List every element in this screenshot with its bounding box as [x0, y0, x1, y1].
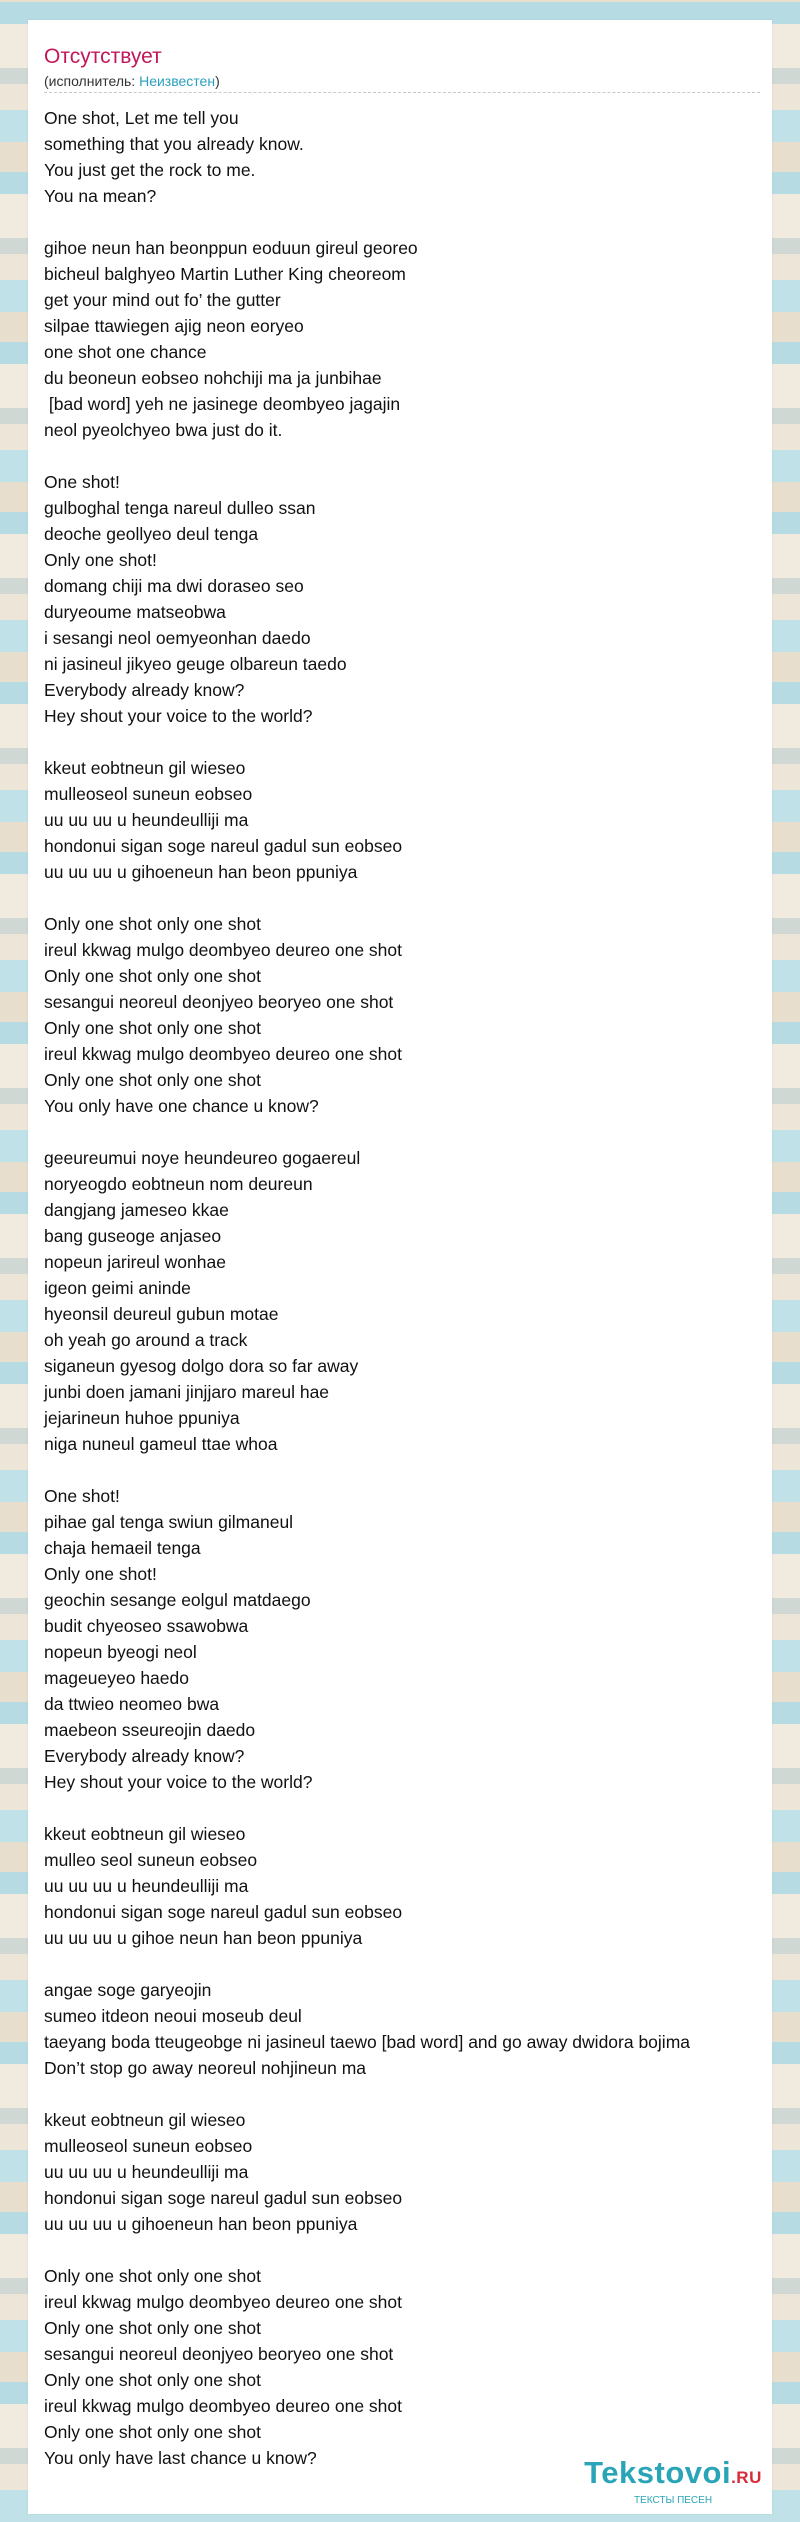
lyric-line: You just get the rock to me. [44, 160, 256, 180]
lyric-line: dangjang jameseo kkae [44, 1200, 229, 1220]
lyrics-stanza [44, 469, 690, 729]
lyric-line: sesangui neoreul deonjyeo beoryeo one shot [44, 2344, 394, 2364]
lyric-line: taeyang boda tteugeobge ni jasineul taewo [bad word] and go away dwidora bojima [44, 2032, 691, 2052]
lyric-line: Only one shot only one shot [44, 966, 261, 986]
lyrics-stanza [44, 1977, 690, 2081]
lyric-line: mulleo seol suneun eobseo [44, 1850, 258, 1870]
lyric-line: You only have last chance u know? [44, 2448, 317, 2468]
lyric-line: silpae ttawiegen ajig neon eoryeo [44, 316, 304, 336]
lyric-line: duryeoume matseobwa [44, 602, 226, 622]
lyric-line: something that you already know. [44, 134, 304, 154]
lyric-line: Everybody already know? [44, 1746, 245, 1766]
lyric-line: Only one shot only one shot [44, 1018, 261, 1038]
artist-link[interactable]: Неизвестен [139, 73, 216, 89]
lyric-line: ireul kkwag mulgo deombyeo deureo one shot [44, 1044, 402, 1064]
lyric-line: Only one shot only one shot [44, 914, 261, 934]
header-divider [44, 92, 760, 93]
lyric-line: angae soge garyeojin [44, 1980, 212, 2000]
lyrics-stanza [44, 235, 690, 443]
lyric-line: noryeogdo eobtneun nom deureun [44, 1174, 313, 1194]
lyric-line: da ttwieo neomeo bwa [44, 1694, 220, 1714]
lyric-line: Only one shot! [44, 550, 157, 570]
lyrics-card [28, 20, 772, 2514]
lyric-line: junbi doen jamani jinjjaro mareul hae [44, 1382, 330, 1402]
lyric-line: geochin sesange eolgul matdaego [44, 1590, 311, 1610]
lyric-line: One shot, Let me tell you [44, 108, 239, 128]
logo-wordmark [568, 2456, 778, 2495]
lyric-line: domang chiji ma dwi doraseo seo [44, 576, 304, 596]
lyric-line: hondonui sigan soge nareul gadul sun eobseo [44, 1902, 403, 1922]
lyric-line: You only have one chance u know? [44, 1096, 319, 1116]
lyric-line: Hey shout your voice to the world? [44, 1772, 313, 1792]
lyric-line: maebeon sseureojin daedo [44, 1720, 256, 1740]
lyric-line: sumeo itdeon neoui moseub deul [44, 2006, 302, 2026]
lyrics-stanza [44, 2107, 690, 2237]
lyrics-stanza [44, 2263, 690, 2471]
lyric-line: Only one shot only one shot [44, 2266, 261, 2286]
lyric-line: igeon geimi aninde [44, 1278, 191, 1298]
lyric-line: bang guseoge anjaseo [44, 1226, 222, 1246]
logo-tagline: ТЕКСТЫ ПЕСЕН [633, 2495, 713, 2506]
lyric-line: mulleoseol suneun eobseo [44, 2136, 253, 2156]
lyric-line: One shot! [44, 472, 120, 492]
lyric-line: sesangui neoreul deonjyeo beoryeo one shot [44, 992, 394, 1012]
lyrics-stanza [44, 1821, 690, 1951]
lyric-line: Only one shot only one shot [44, 1070, 261, 1090]
lyric-line: ireul kkwag mulgo deombyeo deureo one shot [44, 2396, 402, 2416]
lyric-line: deoche geollyeo deul tenga [44, 524, 259, 544]
lyric-line: ireul kkwag mulgo deombyeo deureo one shot [44, 2292, 402, 2312]
lyric-line: du beoneun eobseo nohchiji ma ja junbihae [44, 368, 382, 388]
lyric-line: [bad word] yeh ne jasinege deombyeo jagajin [44, 394, 401, 414]
artist-suffix: ) [215, 73, 220, 89]
site-logo[interactable] [568, 2456, 778, 2504]
lyrics-stanza [44, 1145, 690, 1457]
lyric-line: bicheul balghyeo Martin Luther King cheoreom [44, 264, 406, 284]
lyric-line: You na mean? [44, 186, 157, 206]
logo-tld: .RU [731, 2468, 762, 2487]
logo-name: Tekstovoi [584, 2455, 732, 2490]
lyric-line: Only one shot only one shot [44, 2370, 261, 2390]
lyrics-stanza [44, 105, 690, 209]
lyric-line: Only one shot! [44, 1564, 157, 1584]
lyric-line: hyeonsil deureul gubun motae [44, 1304, 279, 1324]
lyric-line: chaja hemaeil tenga [44, 1538, 201, 1558]
lyric-line: mulleoseol suneun eobseo [44, 784, 253, 804]
lyric-line: niga nuneul gameul ttae whoa [44, 1434, 278, 1454]
lyric-line: nopeun byeogi neol [44, 1642, 197, 1662]
lyric-line: uu uu uu u gihoe neun han beon ppuniya [44, 1928, 363, 1948]
lyric-line: ireul kkwag mulgo deombyeo deureo one shot [44, 940, 402, 960]
artist-line [44, 72, 220, 90]
lyric-line: siganeun gyesog dolgo dora so far away [44, 1356, 359, 1376]
lyrics-body [44, 105, 690, 2497]
lyric-line: ni jasineul jikyeo geuge olbareun taedo [44, 654, 347, 674]
lyric-line: nopeun jarireul wonhae [44, 1252, 226, 1272]
lyric-line: hondonui sigan soge nareul gadul sun eobseo [44, 2188, 403, 2208]
lyric-line: Hey shout your voice to the world? [44, 706, 313, 726]
lyrics-stanza [44, 1483, 690, 1795]
lyric-line: neol pyeolchyeo bwa just do it. [44, 420, 283, 440]
lyric-line: uu uu uu u heundeulliji ma [44, 810, 249, 830]
lyric-line: get your mind out fo’ the gutter [44, 290, 281, 310]
lyric-line: Only one shot only one shot [44, 2422, 261, 2442]
lyric-line: kkeut eobtneun gil wieseo [44, 758, 246, 778]
lyric-line: one shot one chance [44, 342, 207, 362]
lyric-line: mageueyeo haedo [44, 1668, 189, 1688]
lyric-line: gulboghal tenga nareul dulleo ssan [44, 498, 316, 518]
lyric-line: Only one shot only one shot [44, 2318, 261, 2338]
lyric-line: uu uu uu u heundeulliji ma [44, 2162, 249, 2182]
lyric-line: One shot! [44, 1486, 120, 1506]
lyric-line: hondonui sigan soge nareul gadul sun eobseo [44, 836, 403, 856]
lyric-line: i sesangi neol oemyeonhan daedo [44, 628, 311, 648]
artist-prefix: (исполнитель: [44, 73, 140, 89]
lyric-line: kkeut eobtneun gil wieseo [44, 1824, 246, 1844]
lyrics-stanza [44, 911, 690, 1119]
lyric-line: gihoe neun han beonppun eoduun gireul georeo [44, 238, 418, 258]
lyric-line: oh yeah go around a track [44, 1330, 248, 1350]
lyrics-stanza [44, 755, 690, 885]
lyric-line: budit chyeoseo ssawobwa [44, 1616, 249, 1636]
lyric-line: uu uu uu u gihoeneun han beon ppuniya [44, 862, 358, 882]
lyric-line: pihae gal tenga swiun gilmaneul [44, 1512, 294, 1532]
song-title: Отсутствует [44, 45, 162, 68]
lyric-line: Everybody already know? [44, 680, 245, 700]
lyric-line: kkeut eobtneun gil wieseo [44, 2110, 246, 2130]
lyric-line: geeureumui noye heundeureo gogaereul [44, 1148, 361, 1168]
lyric-line: Don’t stop go away neoreul nohjineun ma [44, 2058, 367, 2078]
lyric-line: jejarineun huhoe ppuniya [44, 1408, 240, 1428]
lyric-line: uu uu uu u heundeulliji ma [44, 1876, 249, 1896]
lyric-line: uu uu uu u gihoeneun han beon ppuniya [44, 2214, 358, 2234]
